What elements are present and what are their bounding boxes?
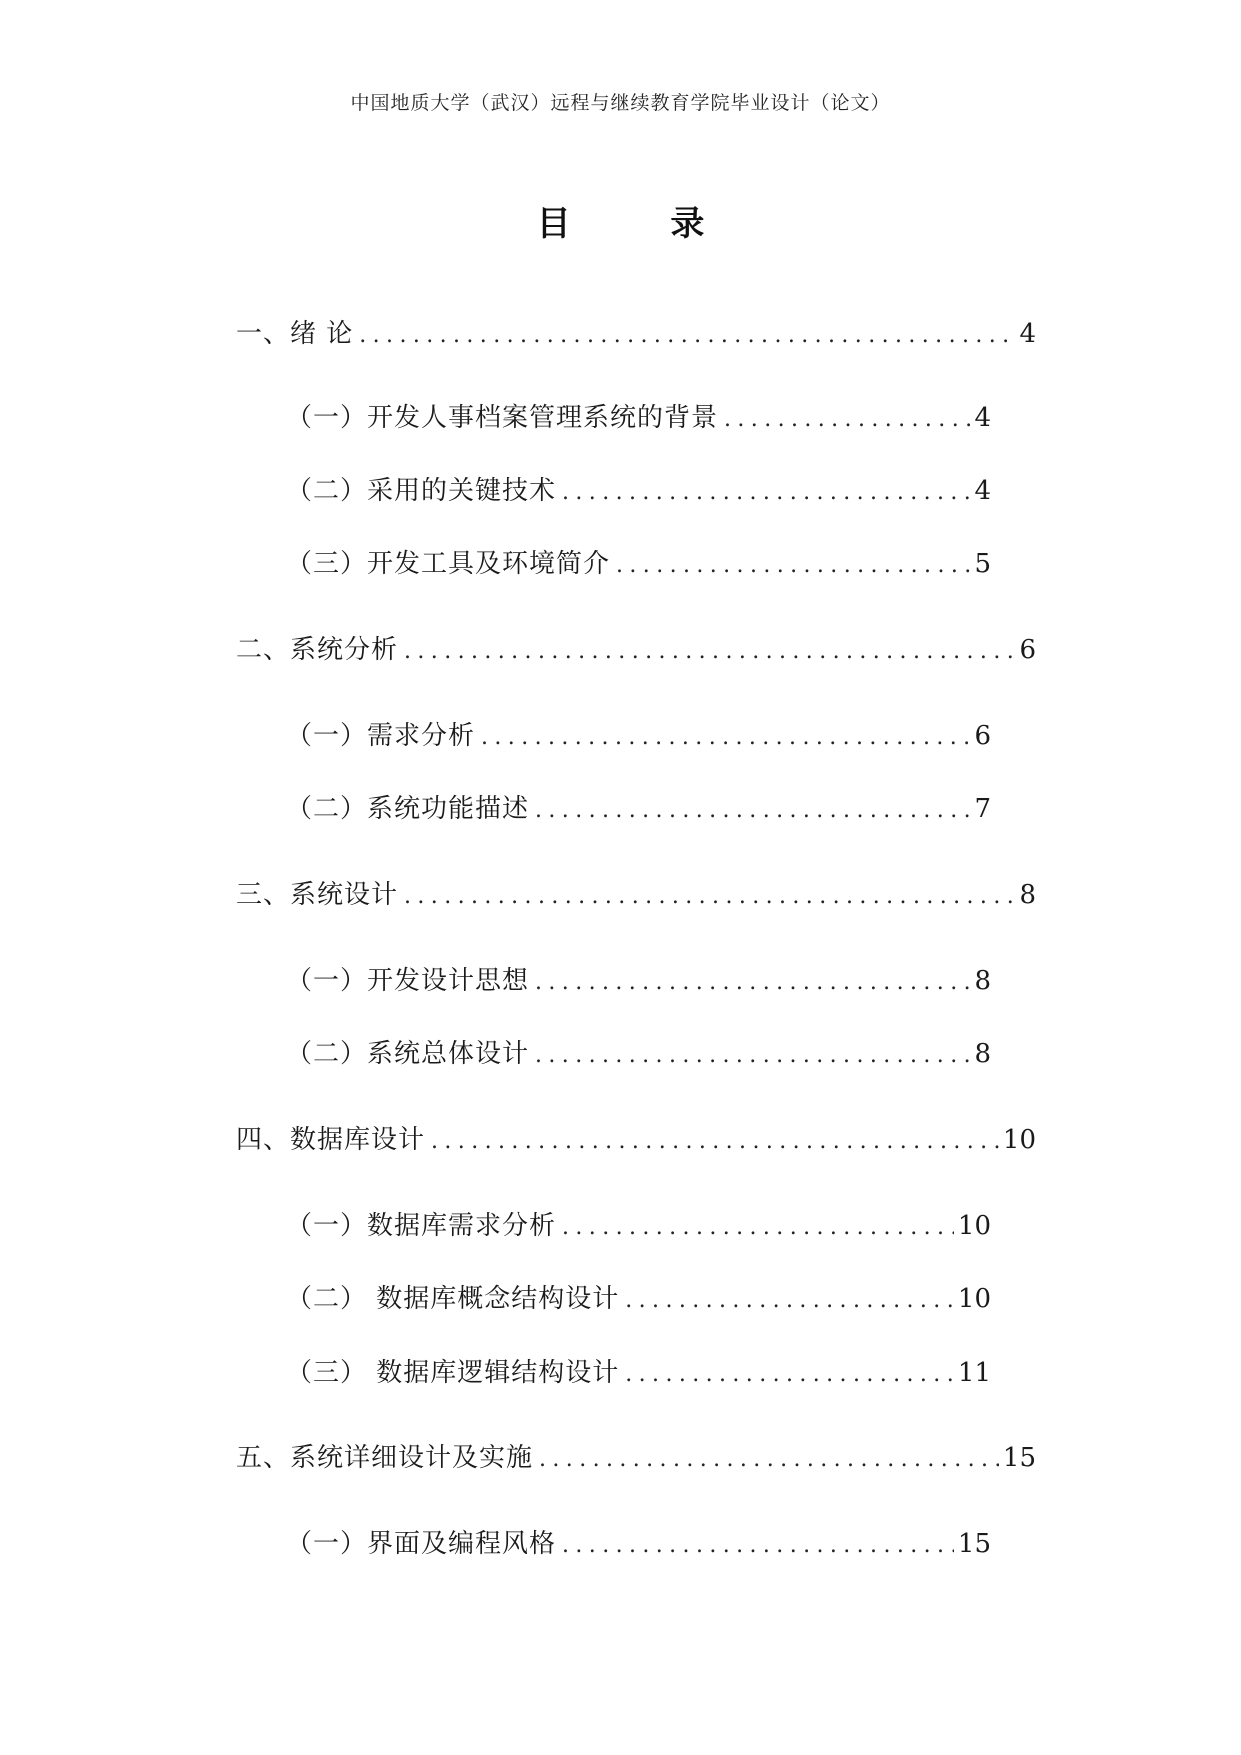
- toc-entry-3-1[interactable]: [286, 965, 991, 999]
- toc-entry-text: 三、系统设计: [236, 880, 399, 910]
- toc-entry-text: 五、系统详细设计及实施: [236, 1443, 534, 1473]
- toc-page-number: 8: [974, 1039, 991, 1069]
- toc-entry-text: （三）开发工具及环境简介: [286, 549, 611, 579]
- toc-leader-dots: [539, 1444, 999, 1476]
- toc-page-number: 4: [974, 476, 991, 506]
- toc-page-number: 10: [957, 1211, 991, 1241]
- toc-leader-dots: [625, 1285, 954, 1317]
- toc-entry-3-2[interactable]: [286, 1038, 991, 1072]
- toc-leader-dots: [404, 636, 1015, 668]
- toc-entry-chapter-2[interactable]: [236, 634, 1036, 668]
- toc-page-number: 4: [974, 403, 991, 433]
- toc-entry-chapter-5[interactable]: [236, 1442, 1036, 1476]
- toc-leader-dots: [562, 477, 970, 509]
- toc-leader-dots: [535, 967, 970, 999]
- toc-page-number: 15: [957, 1529, 991, 1559]
- toc-entry-text: （一）开发设计思想: [286, 966, 530, 996]
- toc-leader-dots: [535, 1040, 970, 1072]
- toc-page-number: 8: [1019, 880, 1036, 910]
- toc-page-number: 6: [1019, 635, 1036, 665]
- toc-leader-dots: [724, 404, 970, 436]
- toc-entry-chapter-4[interactable]: [236, 1124, 1036, 1158]
- toc-entry-text: （三） 数据库逻辑结构设计: [286, 1358, 620, 1388]
- toc-page-number: 10: [1002, 1125, 1036, 1155]
- toc-entry-text: （一）界面及编程风格: [286, 1529, 557, 1559]
- toc-entry-chapter-1[interactable]: [236, 318, 1036, 352]
- toc-leader-dots: [562, 1530, 954, 1562]
- toc-leader-dots: [625, 1359, 954, 1391]
- toc-entry-2-2[interactable]: [286, 793, 991, 827]
- toc-entry-text: （一）数据库需求分析: [286, 1211, 557, 1241]
- toc-entry-5-1[interactable]: [286, 1528, 991, 1562]
- toc-page-number: 4: [1019, 319, 1036, 349]
- toc-entry-text: （二）系统功能描述: [286, 794, 530, 824]
- toc-entry-text: 一、绪 论: [236, 319, 354, 349]
- toc-entry-2-1[interactable]: [286, 720, 991, 754]
- toc-entry-1-2[interactable]: [286, 475, 991, 509]
- toc-title: 目 录: [536, 204, 749, 244]
- toc-page-number: 8: [974, 966, 991, 996]
- toc-page-number: 7: [974, 794, 991, 824]
- toc-entry-text: （二）系统总体设计: [286, 1039, 530, 1069]
- toc-entry-4-1[interactable]: [286, 1210, 991, 1244]
- toc-entry-4-2[interactable]: [286, 1283, 991, 1317]
- toc-entry-chapter-3[interactable]: [236, 879, 1036, 913]
- toc-entry-text: （一）需求分析: [286, 721, 476, 751]
- toc-page-number: 15: [1002, 1443, 1036, 1473]
- toc-leader-dots: [431, 1126, 999, 1158]
- toc-entry-text: 二、系统分析: [236, 635, 399, 665]
- toc-entry-text: （二）采用的关键技术: [286, 476, 557, 506]
- toc-leader-dots: [359, 320, 1015, 352]
- toc-page-number: 11: [957, 1358, 991, 1388]
- toc-leader-dots: [481, 722, 970, 754]
- toc-page-number: 6: [974, 721, 991, 751]
- toc-leader-dots: [562, 1212, 954, 1244]
- toc-entry-text: （二） 数据库概念结构设计: [286, 1284, 620, 1314]
- toc-page-number: 5: [974, 549, 991, 579]
- toc-entry-1-1[interactable]: [286, 402, 991, 436]
- page-header: 中国地质大学（武汉）远程与继续教育学院毕业设计（论文）: [350, 92, 891, 114]
- toc-leader-dots: [535, 795, 970, 827]
- toc-entry-text: 四、数据库设计: [236, 1125, 426, 1155]
- toc-leader-dots: [616, 550, 970, 582]
- toc-leader-dots: [404, 881, 1015, 913]
- toc-page-number: 10: [957, 1284, 991, 1314]
- toc-entry-1-3[interactable]: [286, 548, 991, 582]
- toc-entry-4-3[interactable]: [286, 1357, 991, 1391]
- toc-entry-text: （一）开发人事档案管理系统的背景: [286, 403, 719, 433]
